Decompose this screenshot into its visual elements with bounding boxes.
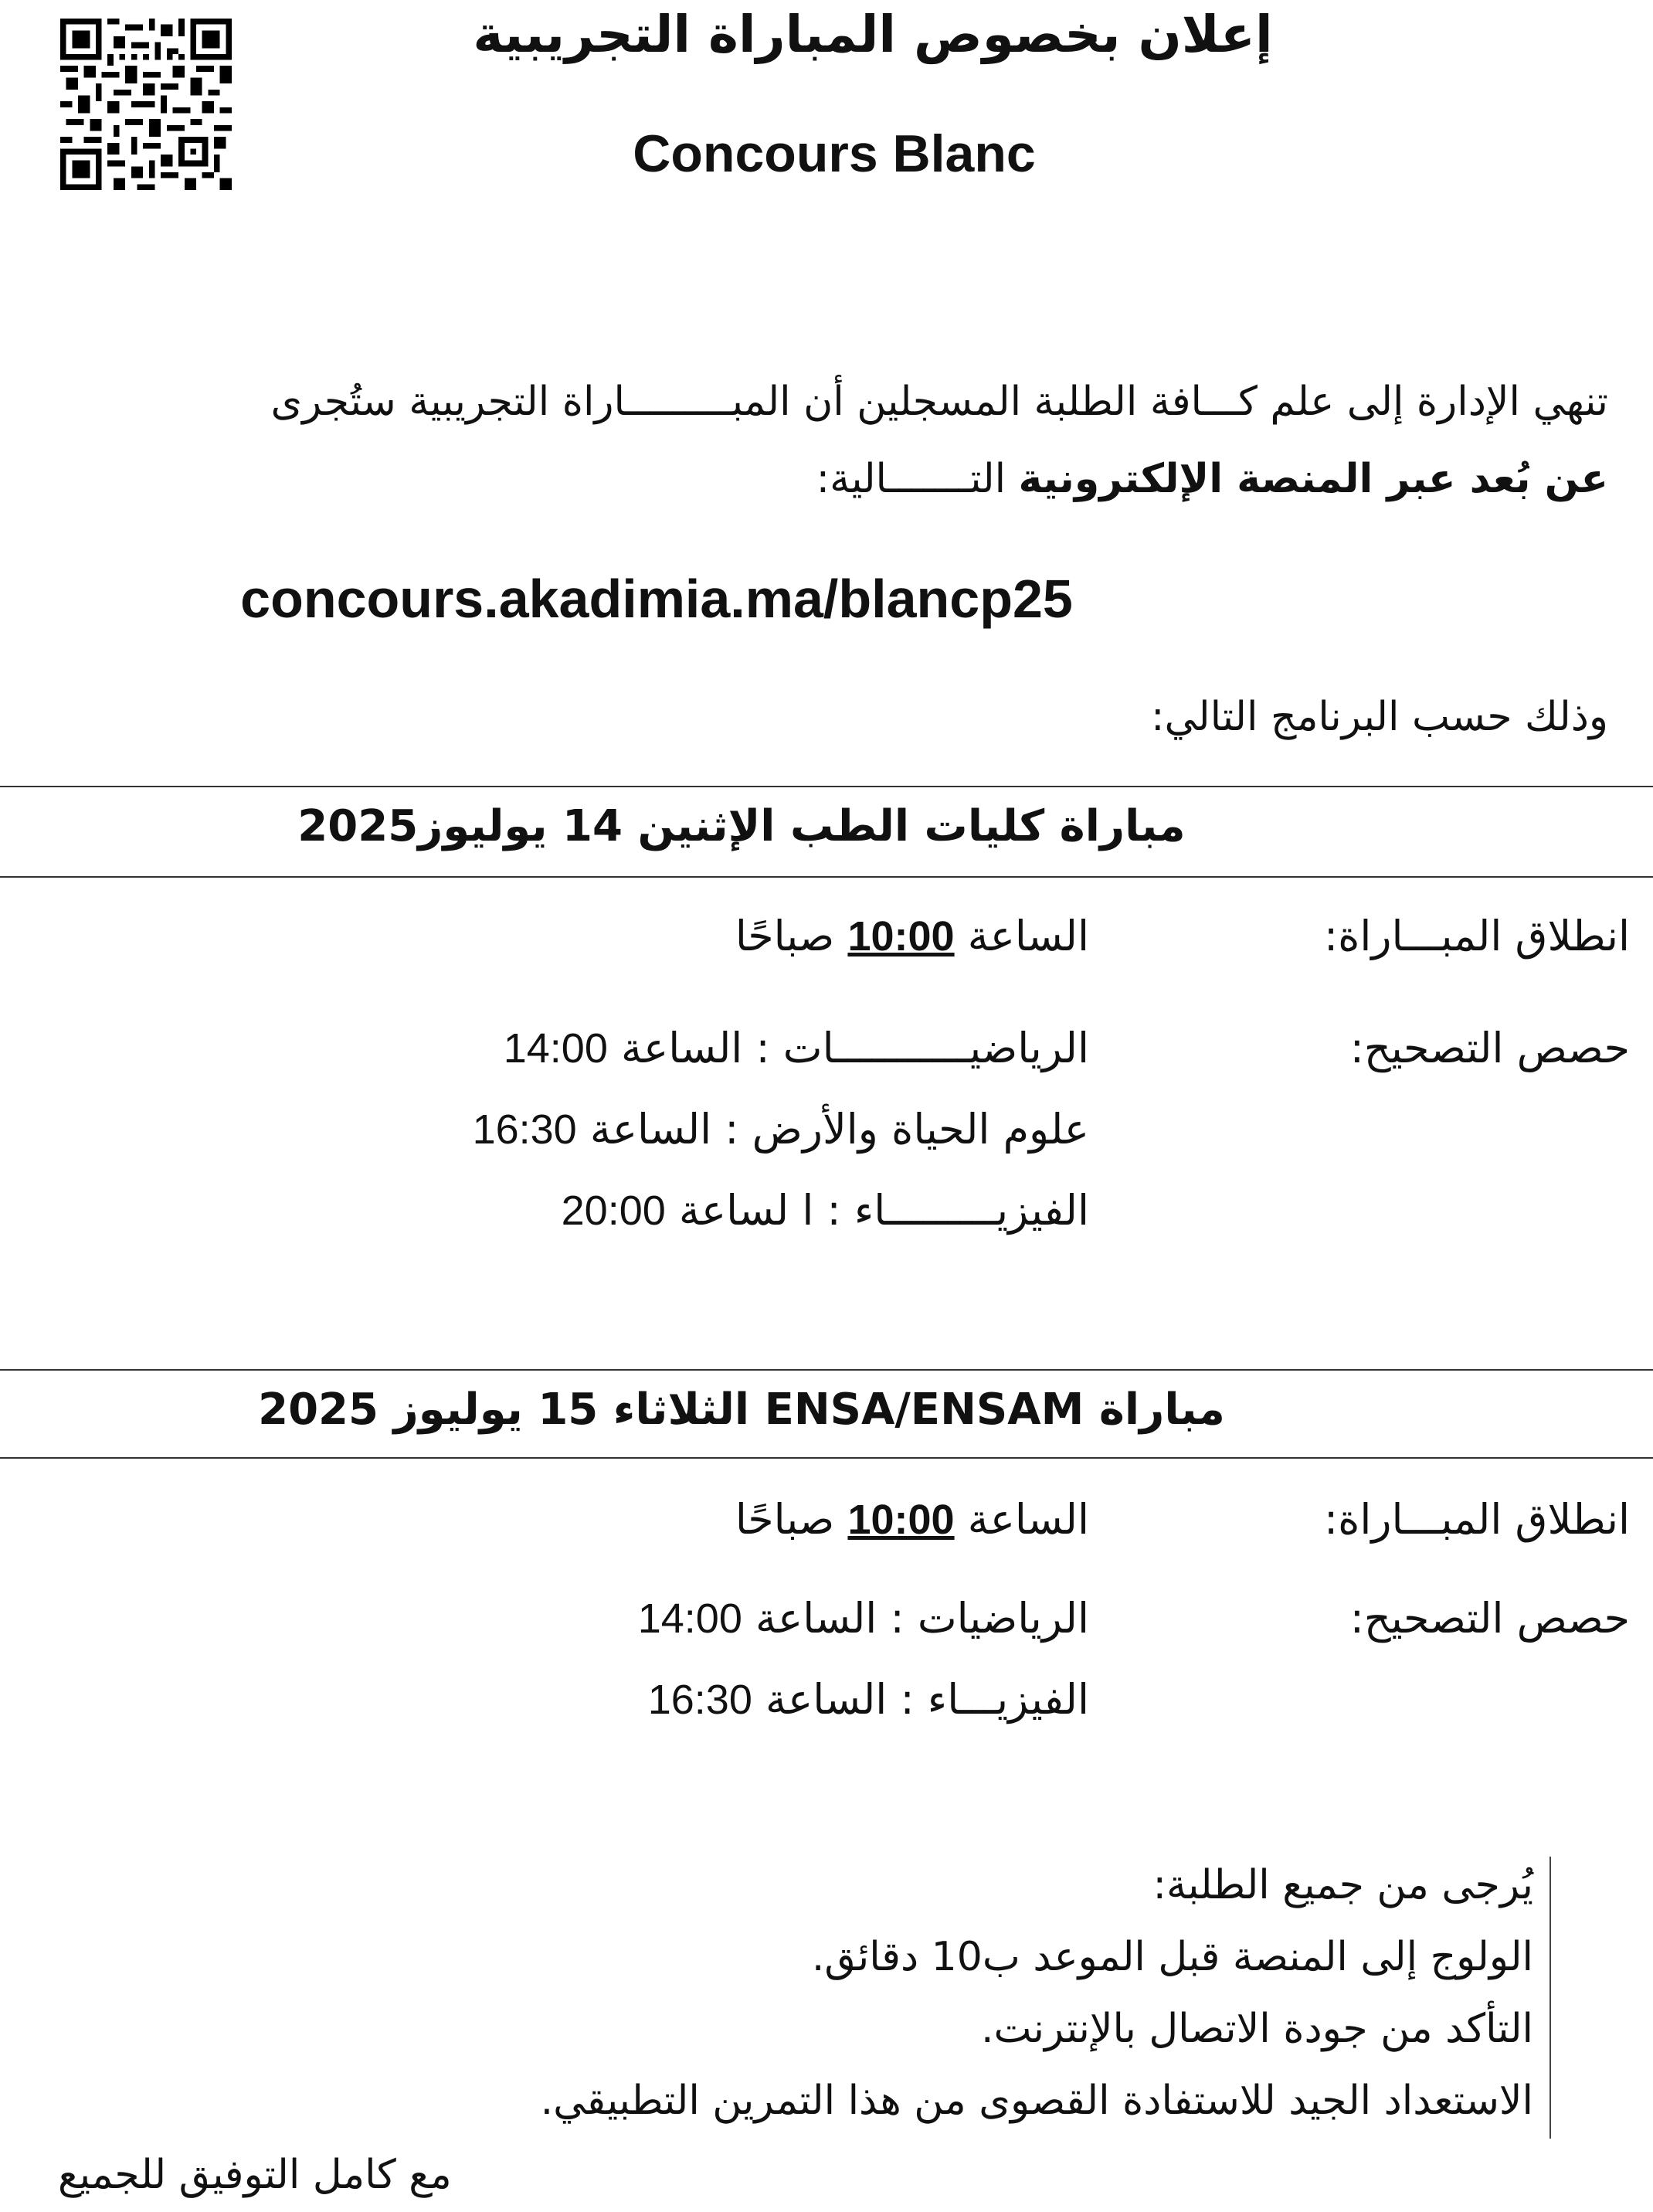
section2-correction-item: [648, 1675, 1089, 1724]
start-time: 10:00: [847, 913, 955, 960]
page-title: إعلان بخصوص المباراة التجريبية: [473, 5, 1273, 64]
section1-correction-item: [562, 1186, 1089, 1235]
intro-line-1: تنهي الإدارة إلى علم كـــافة الطلبة المسجلين أن المبـــــــــاراة التجريبية ستُجرى: [270, 379, 1608, 425]
section2-start-value: [735, 1495, 1089, 1544]
start-time: 10:00: [847, 1497, 955, 1543]
subject-time: 20:00: [561, 1188, 666, 1234]
section1-title: مباراة كليات الطب الإثنين 14 يوليوز2025: [297, 801, 1186, 851]
subject-label: الرياضيـــــــــــات : الساعة: [607, 1024, 1089, 1072]
subject-label: الفيزيـــــــــاء : ا لساعة: [665, 1186, 1089, 1235]
start-suffix: صباحًا: [735, 912, 848, 960]
notes-item: الاستعداد الجيد للاستفادة القصوى من هذا التمرين التطبيقي.: [540, 2078, 1533, 2124]
section1-correction-label: حصص التصحيح:: [1349, 1024, 1630, 1072]
section2-start-label: انطلاق المبـــاراة:: [1323, 1495, 1630, 1544]
notes-item: الولوج إلى المنصة قبل الموعد ب10 دقائق.: [811, 1934, 1533, 1980]
start-prefix: الساعة: [954, 1495, 1089, 1544]
subject-label: الفيزيـــاء : الساعة: [752, 1675, 1089, 1724]
section2-top-divider: [0, 1369, 1653, 1371]
start-suffix: صباحًا: [735, 1495, 848, 1544]
notes-item: التأكد من جودة الاتصال بالإنترنت.: [980, 2006, 1533, 2052]
section2-bottom-divider: [0, 1457, 1653, 1459]
intro-line-2: [816, 456, 1608, 502]
section1-start-value: [735, 912, 1089, 960]
platform-url: concours.akadimia.ma/blancp25: [240, 569, 1073, 629]
page-subtitle: Concours Blanc: [633, 124, 1036, 183]
subject-time: 16:30: [472, 1106, 577, 1153]
section1-correction-item: [504, 1024, 1089, 1072]
subject-label: علوم الحياة والأرض : الساعة: [576, 1105, 1089, 1154]
section2-correction-item: [638, 1594, 1089, 1643]
notes-heading: يُرجى من جميع الطلبة:: [1152, 1862, 1533, 1908]
subject-time: 16:30: [647, 1677, 752, 1723]
section2-correction-label: حصص التصحيح:: [1349, 1594, 1630, 1643]
section2-title: مباراة ENSA/ENSAM الثلاثاء 15 يوليوز 2025: [258, 1385, 1225, 1435]
subject-time: 14:00: [637, 1595, 742, 1642]
intro-line-2-rest: التـــــــالية:: [816, 456, 1019, 502]
subject-label: الرياضيات : الساعة: [742, 1594, 1089, 1643]
section1-correction-item: [473, 1105, 1089, 1154]
program-intro: وذلك حسب البرنامج التالي:: [1150, 694, 1608, 740]
start-prefix: الساعة: [954, 912, 1089, 960]
section1-bottom-divider: [0, 876, 1653, 878]
section1-top-divider: [0, 786, 1653, 787]
closing-text: مع كامل التوفيق للجميع: [58, 2152, 452, 2198]
section1-start-label: انطلاق المبـــاراة:: [1323, 912, 1630, 960]
subject-time: 14:00: [503, 1025, 608, 1072]
notes-side-bar: [1549, 1857, 1551, 2139]
intro-line-2-bold: عن بُعد عبر المنصة الإلكترونية: [1018, 456, 1608, 502]
